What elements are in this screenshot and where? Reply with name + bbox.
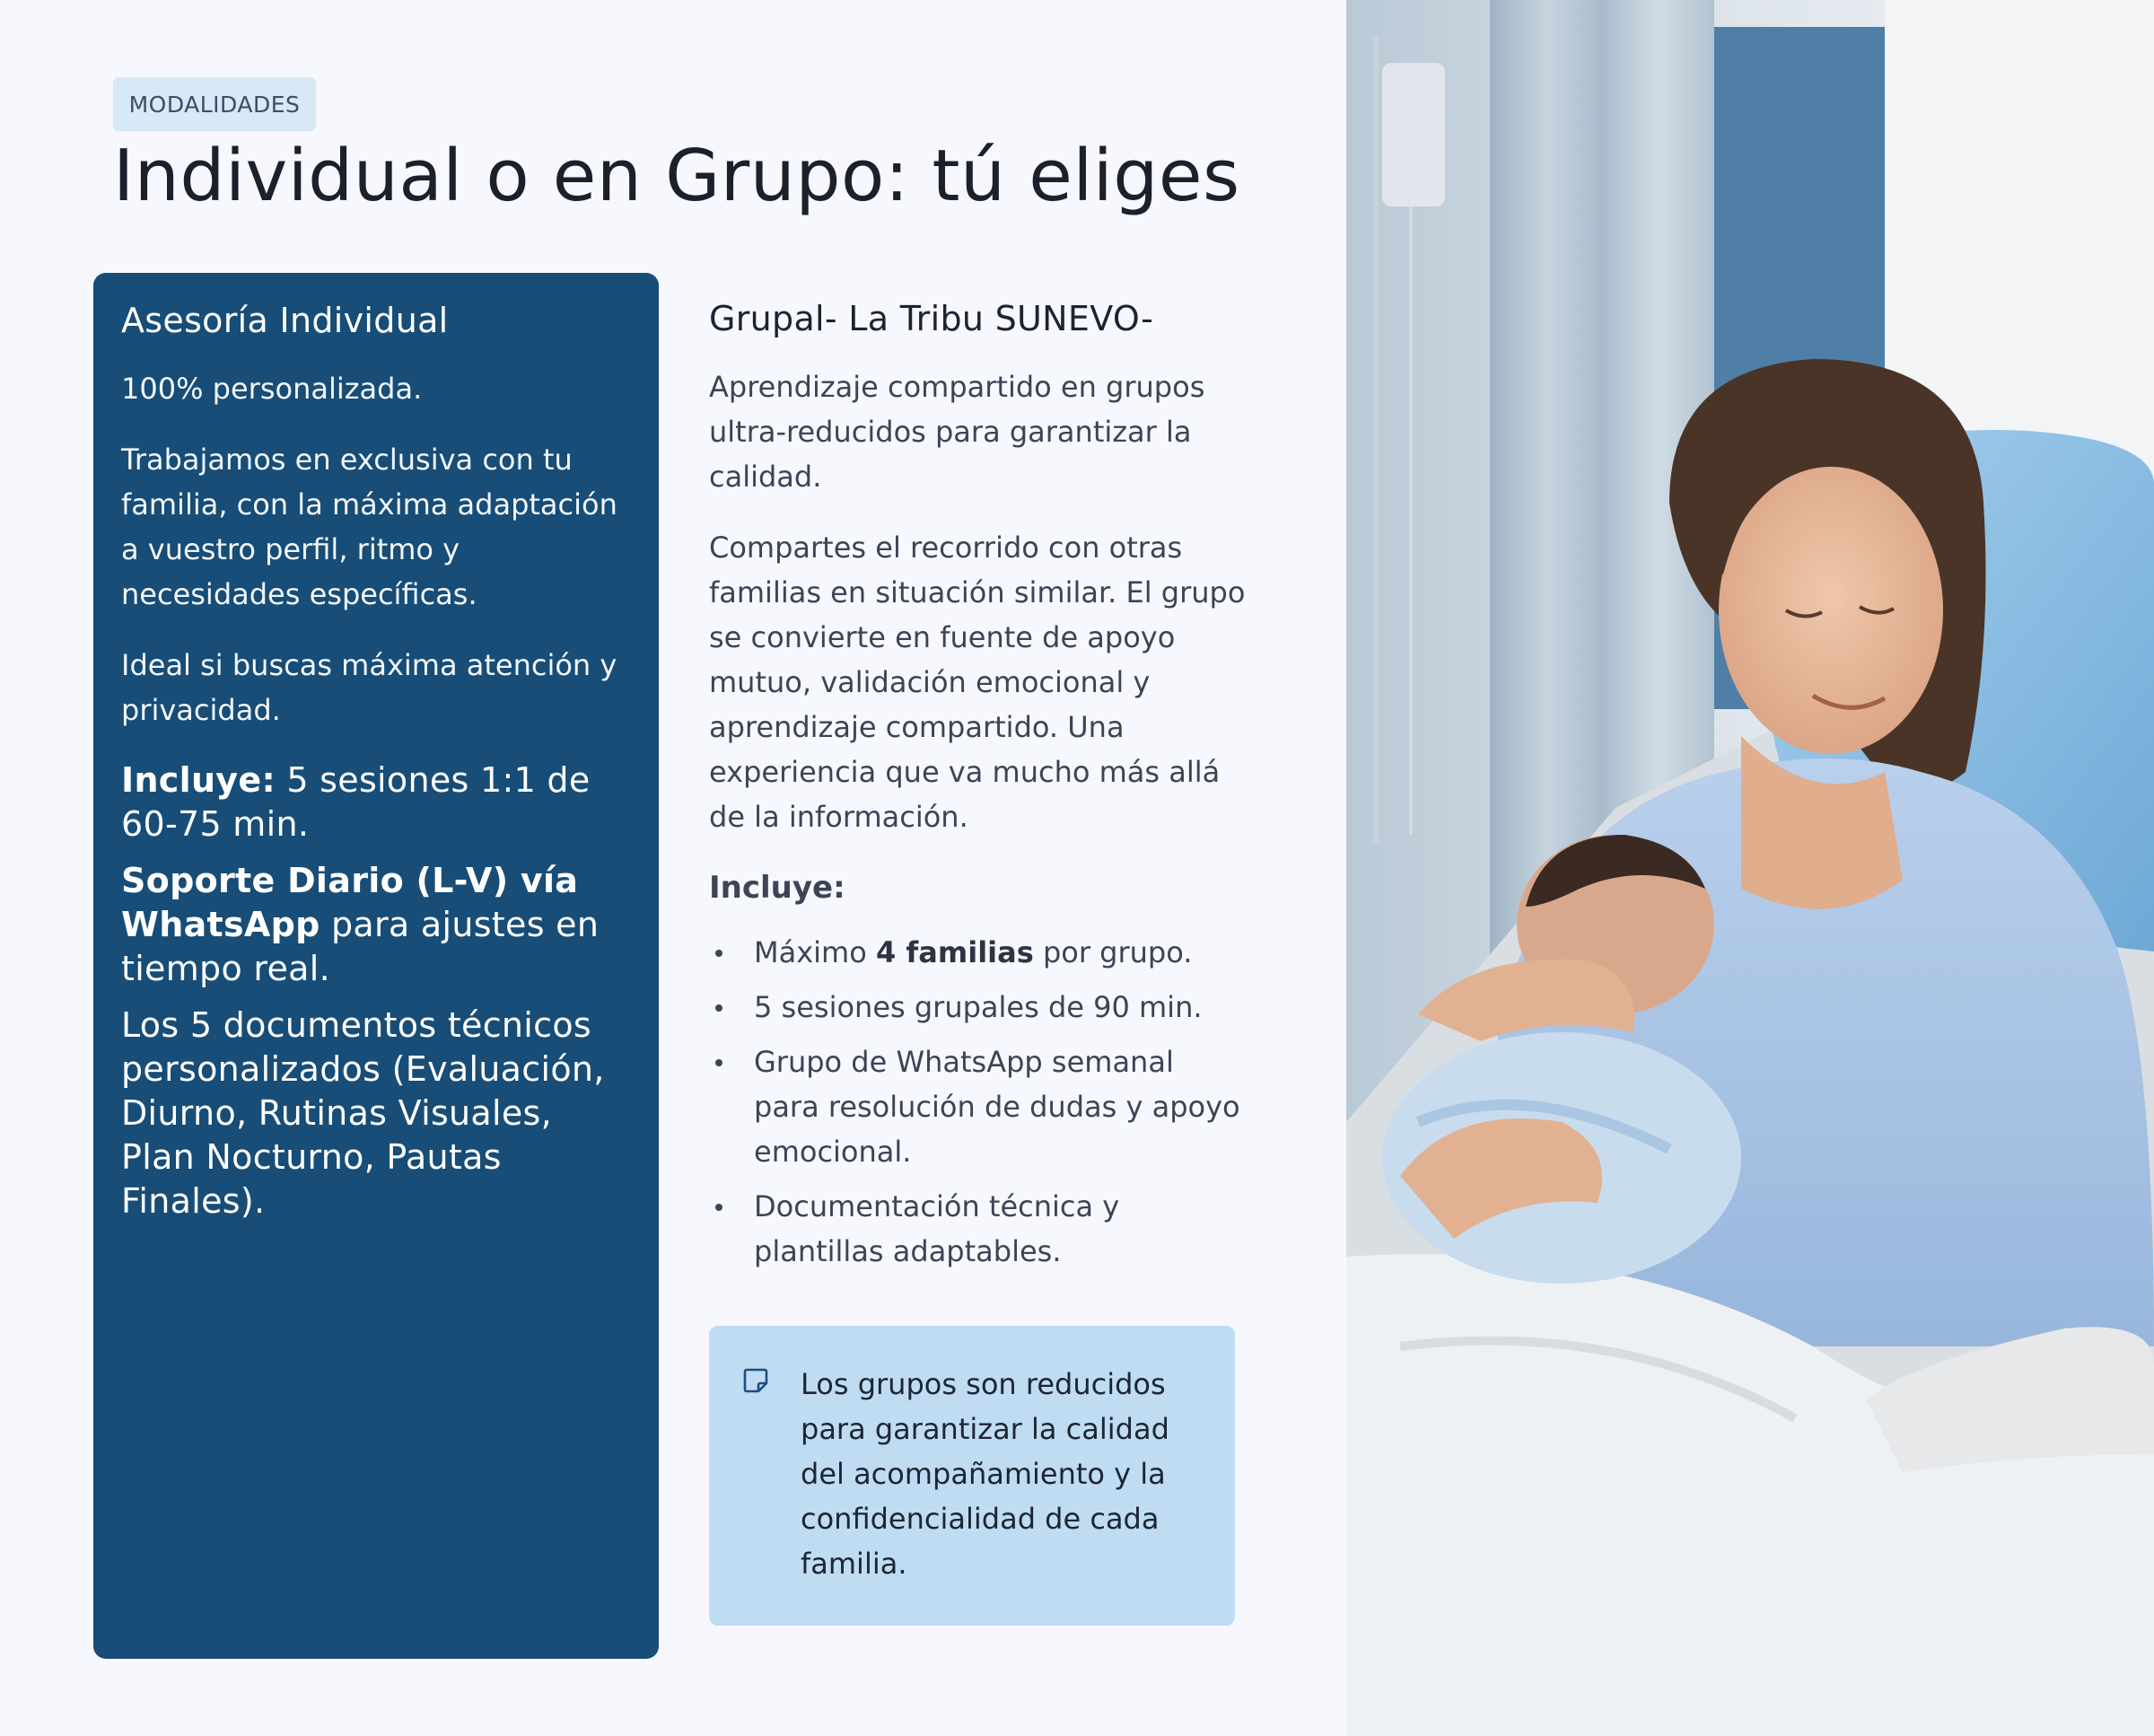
list-item-text: Máximo	[754, 935, 876, 969]
individual-title: Asesoría Individual	[121, 301, 449, 340]
photo-mother-newborn	[1346, 0, 2154, 1736]
individual-includes-label: Incluye:	[121, 760, 276, 800]
list-item-text: por grupo.	[1033, 935, 1193, 969]
list-item-bold: 4 familias	[875, 935, 1034, 969]
individual-card	[93, 273, 659, 1659]
list-item-text: Documentación técnica y plantillas adaptables.	[754, 1189, 1120, 1268]
grupal-paragraph: Aprendizaje compartido en grupos ultra-reducidos para garantizar la calidad.	[709, 370, 1205, 494]
sticky-note-icon	[741, 1366, 770, 1395]
individual-support-bold: Soporte Diario (L-V) vía WhatsApp	[121, 861, 579, 944]
list-item	[709, 1184, 1248, 1274]
list-item	[709, 985, 1248, 1030]
bullet-icon	[715, 1059, 722, 1066]
list-item	[709, 930, 1248, 975]
individual-documents: Los 5 documentos técnicos personalizados (Evaluación, Diurno, Rutinas Visuales, Plan Nocturno, Pautas Finales).	[121, 1005, 605, 1221]
list-item-text: Grupo de WhatsApp semanal para resolución de dudas y apoyo emocional.	[754, 1045, 1240, 1169]
grupal-column	[709, 299, 1248, 1284]
bullet-icon	[715, 1204, 722, 1211]
individual-paragraph: Ideal si buscas máxima atención y privacidad.	[121, 648, 617, 727]
list-item-text: 5 sesiones grupales de 90 min.	[754, 990, 1203, 1024]
bullet-icon	[715, 950, 722, 957]
list-item	[709, 1039, 1248, 1174]
individual-paragraph: Trabajamos en exclusiva con tu familia, con la máxima adaptación a vuestro perfil, ritmo y necesidades específicas.	[121, 443, 617, 611]
grupal-title: Grupal- La Tribu SUNEVO-	[709, 299, 1154, 338]
grupal-paragraph: Compartes el recorrido con otras familias en situación similar. El grupo se convierte en fuente de apoyo mutuo, validación emocional y aprendizaje compartido. Una experiencia que va mucho más allá de la información.	[709, 530, 1246, 834]
individual-includes-text: 5 sesiones 1:1 de 60-75 min.	[121, 760, 591, 844]
bullet-icon	[715, 1004, 722, 1012]
grupal-includes-list	[709, 930, 1248, 1274]
note-text: Los grupos son reducidos para garantizar la calidad del acompañamiento y la confidencialidad de cada familia.	[801, 1367, 1169, 1581]
individual-support	[121, 859, 632, 991]
individual-includes	[121, 758, 632, 846]
page-title: Individual o en Grupo: tú eliges	[113, 135, 1240, 217]
note-box	[709, 1326, 1235, 1626]
section-badge: MODALIDADES	[113, 77, 316, 131]
individual-paragraph: 100% personalizada.	[121, 372, 423, 406]
individual-support-text: para ajustes en tiempo real.	[121, 905, 600, 988]
grupal-includes-label: Incluye:	[709, 870, 845, 906]
